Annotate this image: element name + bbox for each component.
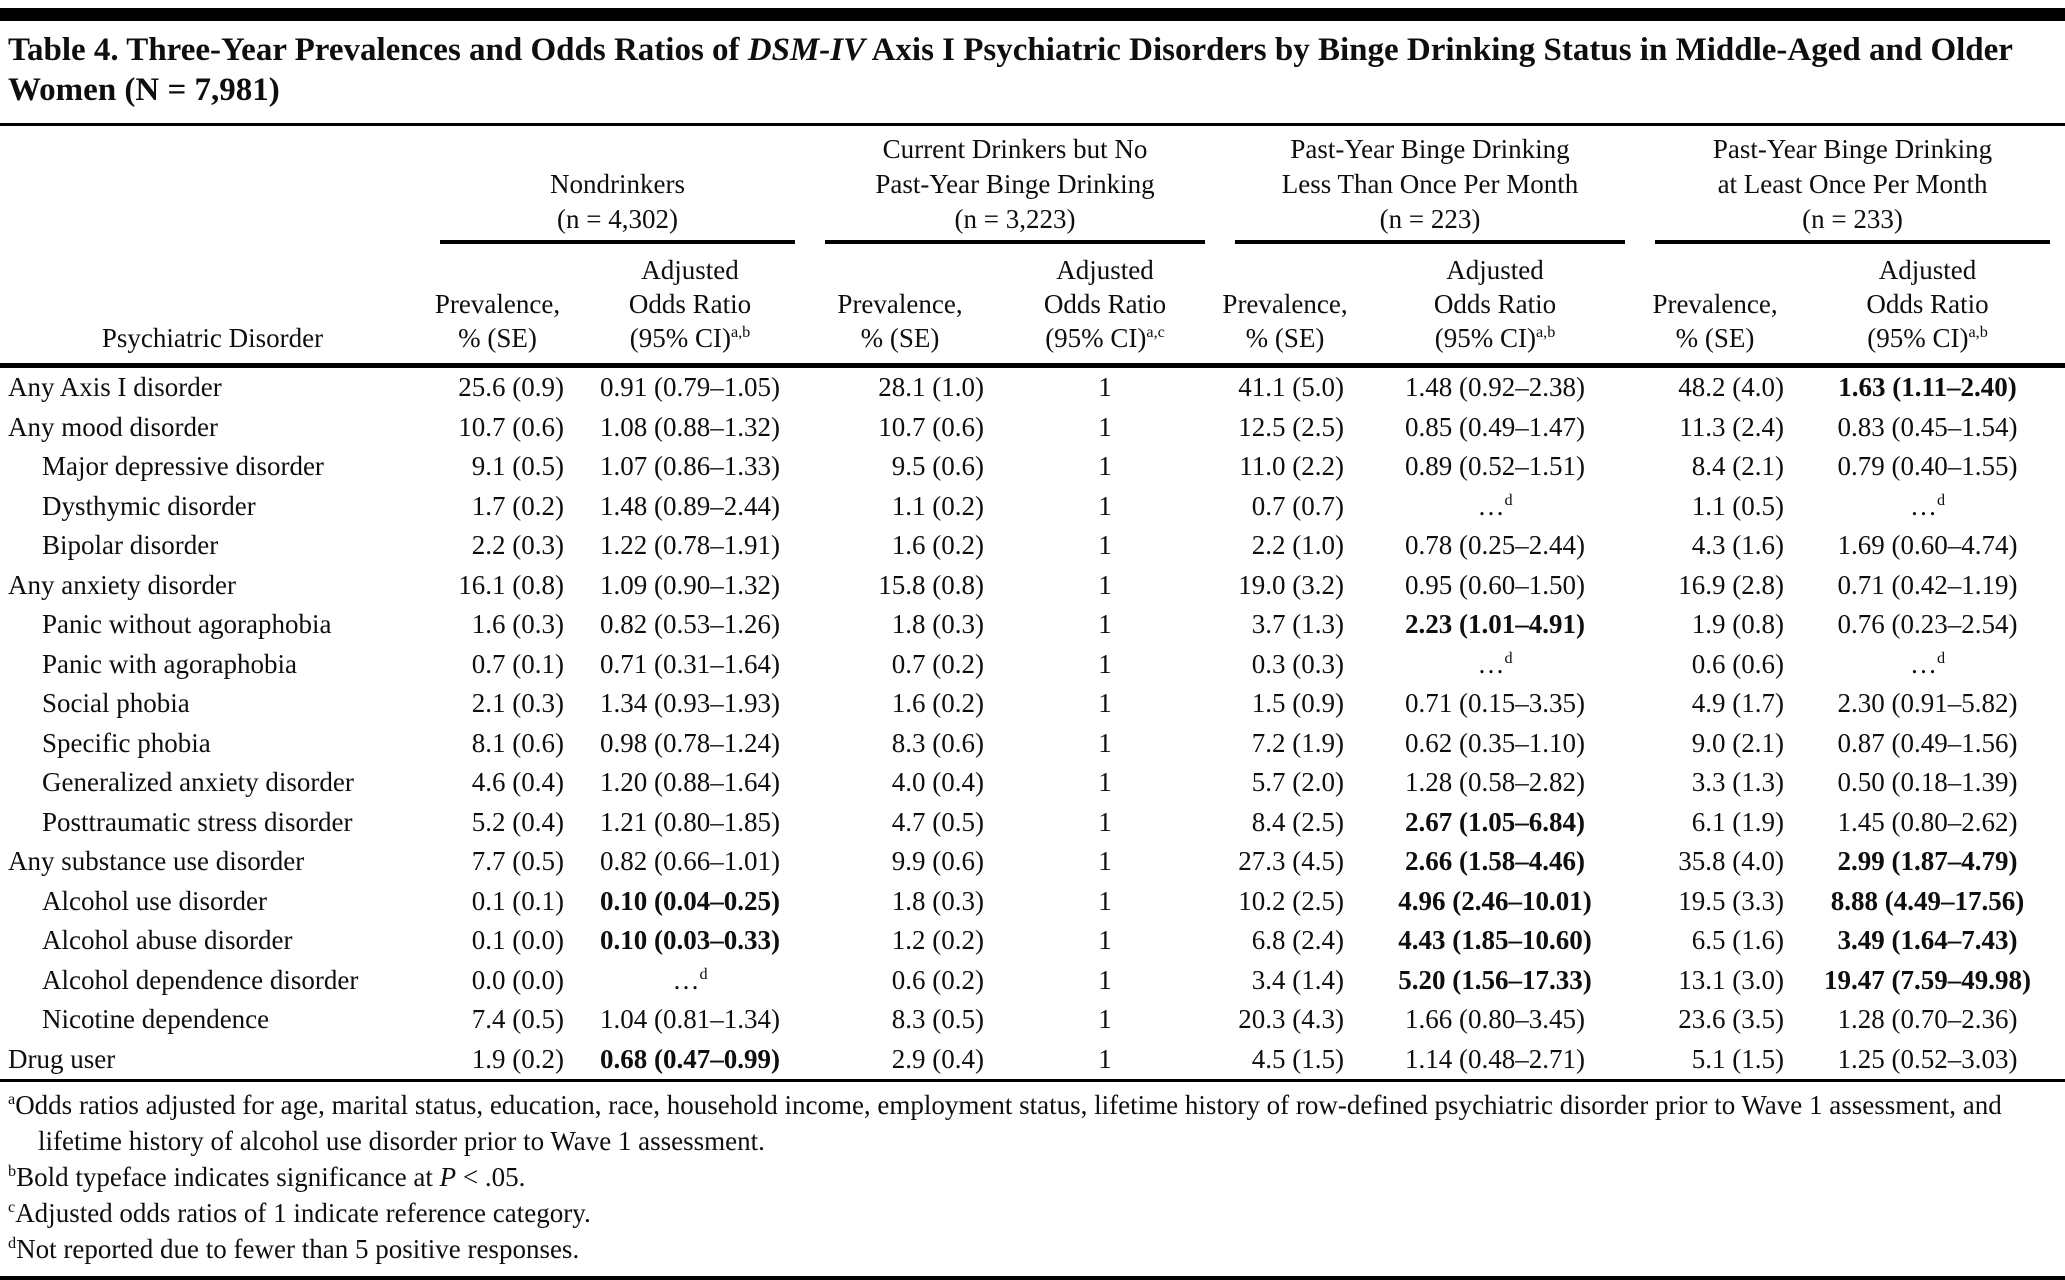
prevalence-cell: 2.1 (0.3) — [471, 688, 564, 718]
table-row — [0, 724, 2065, 764]
col-header-prevalence: Prevalence, % (SE) — [1640, 245, 1790, 366]
odds-ratio-cell: 0.71 (0.15–3.35) — [1405, 688, 1586, 718]
prevalence-cell: 1.2 (0.2) — [891, 925, 985, 955]
odds-ratio-cell: 1.09 (0.90–1.32) — [600, 569, 780, 600]
odds-ratio-cell: …$^d$ — [1909, 648, 1946, 679]
prevalence-cell: 1.6 (0.3) — [471, 609, 564, 639]
prevalence-cell: 4.7 (0.5) — [891, 806, 985, 837]
group-n: (n = 233) — [1802, 204, 1903, 234]
group-name-line: Past-Year Binge Drinking — [875, 169, 1155, 199]
ci-superscript: a,b — [1535, 323, 1556, 341]
odds-ratio-cell: 1.20 (0.88–1.64) — [600, 767, 780, 797]
prevalence-cell: 2.2 (1.0) — [1251, 530, 1345, 560]
odds-ratio-cell: 1 — [1098, 609, 1112, 639]
odds-ratio-cell: 1 — [1098, 885, 1112, 916]
prevalence-cell: 1.6 (0.2) — [891, 530, 985, 560]
prevalence-cell: 3.4 (1.4) — [1251, 964, 1345, 995]
odds-ratio-cell: 8.88 (4.49–17.56) — [1830, 885, 2025, 916]
odds-ratio-cell: 0.91 (0.79–1.05) — [600, 372, 780, 402]
odds-ratio-cell: 1.66 (0.80–3.45) — [1405, 1004, 1586, 1034]
prevalence-cell: 2.9 (0.4) — [891, 1043, 985, 1074]
prevalence-cell: 13.1 (3.0) — [1678, 964, 1785, 995]
disorder-label: Panic without agoraphobia — [42, 609, 332, 639]
prevalence-cell: 0.7 (0.7) — [1251, 490, 1345, 521]
column-group-header — [1220, 126, 1640, 245]
group-name-line: at Least Once Per Month — [1717, 169, 1988, 199]
group-name-line: Past-Year Binge Drinking — [1712, 134, 1993, 164]
odds-ratio-cell: 1.21 (0.80–1.85) — [600, 806, 780, 837]
table-row — [0, 645, 2065, 685]
prevalence-cell: 6.1 (1.9) — [1691, 806, 1785, 837]
prevalence-cell: 1.8 (0.3) — [891, 885, 985, 916]
odds-ratio-cell: 19.47 (7.59–49.98) — [1824, 964, 2032, 995]
odds-ratio-cell: 0.71 (0.31–1.64) — [600, 648, 780, 679]
odds-ratio-cell: 1 — [1098, 372, 1112, 402]
group-n: (n = 3,223) — [954, 204, 1076, 234]
footnote: $^b$Bold typeface indicates significance at P < .05. — [8, 1162, 526, 1192]
disorder-label: Alcohol dependence disorder — [42, 964, 359, 995]
odds-ratio-cell: 0.10 (0.04–0.25) — [600, 885, 780, 916]
disorder-label: Any mood disorder — [8, 411, 218, 442]
top-rule — [0, 8, 2065, 21]
odds-ratio-cell: 1.69 (0.60–4.74) — [1837, 530, 2018, 560]
footnote-marker: a — [8, 1090, 16, 1108]
col-header-odds-ratio: Adjusted Odds Ratio (95% CI)$^{a,b}$ — [1790, 245, 2065, 366]
ci-superscript: a,c — [1146, 323, 1165, 341]
table-row — [0, 1040, 2065, 1081]
prevalence-cell: 5.1 (1.5) — [1691, 1043, 1785, 1074]
disorder-label: Any Axis I disorder — [8, 372, 222, 402]
odds-ratio-cell: 1.28 (0.70–2.36) — [1837, 1004, 2018, 1034]
odds-ratio-cell: 1 — [1098, 1043, 1112, 1074]
prevalence-cell: 16.9 (2.8) — [1678, 569, 1785, 600]
title-part2: Axis I Psychiatric Disorders by Binge Drinking Status in Middle-Aged and Older Women (N = 7,981) — [8, 32, 2013, 108]
odds-ratio-cell: 2.99 (1.87–4.79) — [1837, 846, 2018, 876]
table-row — [0, 684, 2065, 724]
odds-ratio-cell: 1.63 (1.11–2.40) — [1838, 372, 2017, 402]
footnote-marker: d — [8, 1234, 17, 1252]
disorder-label: Any anxiety disorder — [8, 569, 236, 600]
column-group-header — [425, 126, 810, 245]
prevalence-cell: 7.4 (0.5) — [471, 1004, 564, 1034]
prevalence-cell: 5.7 (2.0) — [1251, 767, 1345, 797]
odds-ratio-cell: 1.07 (0.86–1.33) — [600, 451, 780, 481]
prevalence-cell: 0.1 (0.0) — [471, 925, 564, 955]
disorder-label: Dysthymic disorder — [42, 490, 256, 521]
footnote-marker: c — [8, 1198, 16, 1216]
prevalence-cell: 8.4 (2.1) — [1691, 451, 1785, 481]
footnote: $^a$Odds ratios adjusted for age, marital status, education, race, household income, employment status, lifetime history of row-defined psychiatric disorder prior to Wave 1 assessment, and lifetime history of alcohol use disorder prior to Wave 1 assessment. — [8, 1090, 2002, 1156]
odds-ratio-cell: 0.50 (0.18–1.39) — [1837, 767, 2018, 797]
table-row — [0, 921, 2065, 961]
odds-ratio-cell: …$^d$ — [1477, 648, 1513, 679]
odds-ratio-cell: 0.68 (0.47–0.99) — [600, 1043, 780, 1074]
odds-ratio-cell: 1.04 (0.81–1.34) — [600, 1004, 780, 1034]
group-n: (n = 223) — [1379, 204, 1481, 234]
disorder-label: Drug user — [8, 1043, 116, 1074]
table-row — [0, 447, 2065, 487]
col-header-prevalence: Prevalence, % (SE) — [425, 245, 570, 366]
group-name-line: Past-Year Binge Drinking — [1290, 134, 1570, 164]
odds-ratio-cell: …$^d$ — [1477, 490, 1513, 521]
disorder-label: Generalized anxiety disorder — [42, 767, 354, 797]
prevalence-cell: 0.0 (0.0) — [471, 964, 564, 995]
prevalence-cell: 6.5 (1.6) — [1691, 925, 1785, 955]
prevalence-cell: 3.7 (1.3) — [1251, 609, 1345, 639]
disorder-label: Nicotine dependence — [42, 1004, 270, 1034]
disorder-label: Any substance use disorder — [8, 846, 305, 876]
odds-ratio-cell: 1 — [1098, 806, 1112, 837]
odds-ratio-cell: 0.83 (0.45–1.54) — [1837, 411, 2018, 442]
prevalence-cell: 8.1 (0.6) — [471, 727, 564, 758]
prevalence-cell: 0.7 (0.1) — [471, 648, 564, 679]
odds-ratio-cell: 1.28 (0.58–2.82) — [1405, 767, 1586, 797]
footnote: $^d$Not reported due to fewer than 5 positive responses. — [8, 1234, 580, 1264]
odds-ratio-cell: 1 — [1098, 846, 1112, 876]
table-row — [0, 763, 2065, 803]
column-group-header — [1640, 126, 2065, 245]
group-name-line: Nondrinkers — [550, 169, 685, 199]
odds-ratio-cell: 1 — [1098, 688, 1112, 718]
prevalence-cell: 41.1 (5.0) — [1238, 372, 1345, 402]
group-name-line: Current Drinkers but No — [882, 134, 1148, 164]
prevalence-cell: 1.6 (0.2) — [891, 688, 985, 718]
prevalence-cell: 8.3 (0.5) — [891, 1004, 985, 1034]
disorder-label: Alcohol use disorder — [42, 885, 267, 916]
table-row — [0, 803, 2065, 843]
odds-ratio-cell: 1.14 (0.48–2.71) — [1405, 1043, 1586, 1074]
odds-ratio-cell: 1.22 (0.78–1.91) — [600, 530, 780, 560]
table-title — [0, 21, 2065, 126]
prevalence-cell: 2.2 (0.3) — [471, 530, 564, 560]
title-italic-dsm-iv: DSM-IV — [747, 32, 866, 68]
prevalence-cell: 16.1 (0.8) — [458, 569, 564, 600]
prevalence-cell: 4.0 (0.4) — [891, 767, 985, 797]
prevalence-cell: 10.7 (0.6) — [458, 411, 564, 442]
odds-ratio-cell: 0.87 (0.49–1.56) — [1837, 727, 2018, 758]
prevalence-cell: 4.5 (1.5) — [1251, 1043, 1345, 1074]
disorder-label: Major depressive disorder — [42, 451, 324, 481]
prevalence-cell: 8.3 (0.6) — [891, 727, 985, 758]
ci-superscript: a,b — [1968, 323, 1988, 341]
disorder-label: Alcohol abuse disorder — [42, 925, 293, 955]
disorder-label: Specific phobia — [42, 727, 211, 758]
prevalence-cell: 35.8 (4.0) — [1678, 846, 1785, 876]
odds-ratio-cell: 1.25 (0.52–3.03) — [1837, 1043, 2018, 1074]
odds-ratio-cell: 1.48 (0.89–2.44) — [600, 490, 780, 521]
odds-ratio-cell: 2.23 (1.01–4.91) — [1405, 609, 1586, 639]
odds-ratio-cell: 0.10 (0.03–0.33) — [600, 925, 780, 955]
odds-ratio-cell: 0.95 (0.60–1.50) — [1405, 569, 1586, 600]
table-row — [0, 366, 2065, 408]
table-row — [0, 487, 2065, 527]
prevalence-cell: 7.2 (1.9) — [1251, 727, 1345, 758]
col-header-prevalence: Prevalence, % (SE) — [810, 245, 990, 366]
odds-ratio-cell: 0.82 (0.66–1.01) — [600, 846, 780, 876]
footnote-marker: b — [8, 1162, 17, 1180]
prevalence-cell: 4.9 (1.7) — [1691, 688, 1785, 718]
prevalence-cell: 4.3 (1.6) — [1691, 530, 1785, 560]
prevalence-cell: 23.6 (3.5) — [1678, 1004, 1785, 1034]
table-body — [0, 366, 2065, 1081]
odds-ratio-cell: 1 — [1098, 767, 1112, 797]
odds-ratio-cell: 1 — [1098, 530, 1112, 560]
prevalence-cell: 48.2 (4.0) — [1678, 372, 1785, 402]
title-part1: Table 4. Three-Year Prevalences and Odds Ratios of — [8, 32, 748, 68]
odds-ratio-cell: 1.48 (0.92–2.38) — [1405, 372, 1586, 402]
prevalence-cell: 0.6 (0.2) — [891, 964, 985, 995]
odds-ratio-cell: 1 — [1098, 1004, 1112, 1034]
odds-ratio-cell: …$^d$ — [1909, 490, 1946, 521]
prevalence-cell: 9.0 (2.1) — [1691, 727, 1785, 758]
prevalence-cell: 5.2 (0.4) — [471, 806, 564, 837]
odds-ratio-cell: 2.67 (1.05–6.84) — [1405, 806, 1586, 837]
odds-ratio-cell: 0.71 (0.42–1.19) — [1837, 569, 2018, 600]
prevalence-cell: 1.9 (0.2) — [471, 1043, 564, 1074]
prevalence-cell: 0.6 (0.6) — [1691, 648, 1785, 679]
disorder-label: Social phobia — [42, 688, 190, 718]
prevalence-cell: 4.6 (0.4) — [471, 767, 564, 797]
prevalence-cell: 28.1 (1.0) — [878, 372, 985, 402]
prevalence-cell: 10.7 (0.6) — [878, 411, 985, 442]
psychiatric-disorder-header: Psychiatric Disorder — [0, 245, 425, 366]
odds-ratio-cell: 3.49 (1.64–7.43) — [1837, 925, 2018, 955]
table-row — [0, 408, 2065, 448]
odds-ratio-cell: 1 — [1098, 648, 1112, 679]
prevalence-cell: 1.7 (0.2) — [471, 490, 564, 521]
odds-ratio-cell: 0.82 (0.53–1.26) — [600, 609, 780, 639]
odds-ratio-cell: 4.96 (2.46–10.01) — [1398, 885, 1592, 916]
prevalence-cell: 1.9 (0.8) — [1691, 609, 1785, 639]
prevalence-cell: 6.8 (2.4) — [1251, 925, 1345, 955]
odds-ratio-cell: 0.85 (0.49–1.47) — [1405, 411, 1586, 442]
odds-ratio-cell: 0.89 (0.52–1.51) — [1405, 451, 1586, 481]
odds-ratio-cell: 0.98 (0.78–1.24) — [600, 727, 780, 758]
odds-ratio-cell: 1.45 (0.80–2.62) — [1837, 806, 2018, 837]
subheader-row — [0, 245, 2065, 366]
prevalence-cell: 1.8 (0.3) — [891, 609, 985, 639]
prevalence-cell: 0.7 (0.2) — [891, 648, 985, 679]
group-name-line: Less Than Once Per Month — [1281, 169, 1579, 199]
prevalence-cell: 0.3 (0.3) — [1251, 648, 1345, 679]
odds-ratio-cell: …$^d$ — [672, 964, 708, 995]
prevalence-cell: 9.9 (0.6) — [891, 846, 985, 876]
disorder-label: Bipolar disorder — [42, 530, 219, 560]
prevalence-cell: 1.1 (0.2) — [891, 490, 985, 521]
col-header-odds-ratio: Adjusted Odds Ratio (95% CI)$^{a,b}$ — [1350, 245, 1640, 366]
prevalence-cell: 12.5 (2.5) — [1238, 411, 1345, 442]
odds-ratio-cell: 1 — [1098, 727, 1112, 758]
prevalence-cell: 25.6 (0.9) — [458, 372, 564, 402]
odds-ratio-cell: 1.34 (0.93–1.93) — [600, 688, 780, 718]
table-row — [0, 961, 2065, 1001]
odds-ratio-cell: 1 — [1098, 490, 1112, 521]
odds-ratio-cell: 0.76 (0.23–2.54) — [1837, 609, 2018, 639]
odds-ratio-cell: 1 — [1098, 964, 1112, 995]
group-n: (n = 4,302) — [557, 204, 678, 234]
odds-ratio-cell: 0.78 (0.25–2.44) — [1405, 530, 1586, 560]
prevalence-cell: 7.7 (0.5) — [471, 846, 564, 876]
odds-ratio-cell: 2.30 (0.91–5.82) — [1837, 688, 2018, 718]
odds-ratio-cell: 1 — [1098, 411, 1112, 442]
disorder-label: Panic with agoraphobia — [42, 648, 297, 679]
odds-ratio-cell: 1 — [1098, 925, 1112, 955]
footnote: $^c$Adjusted odds ratios of 1 indicate reference category. — [8, 1198, 591, 1228]
disorder-label: Posttraumatic stress disorder — [42, 806, 353, 837]
col-header-odds-ratio: Adjusted Odds Ratio (95% CI)$^{a,c}$ — [990, 245, 1220, 366]
corner-cell — [0, 126, 425, 245]
prevalence-cell: 1.5 (0.9) — [1251, 688, 1345, 718]
prevalence-cell: 11.3 (2.4) — [1679, 411, 1785, 442]
ci-superscript: a,b — [730, 323, 751, 341]
odds-ratio-cell: 5.20 (1.56–17.33) — [1398, 964, 1592, 995]
table-row — [0, 605, 2065, 645]
prevalence-cell: 15.8 (0.8) — [878, 569, 985, 600]
odds-ratio-cell: 2.66 (1.58–4.46) — [1405, 846, 1586, 876]
column-group-header — [810, 126, 1220, 245]
table-row — [0, 566, 2065, 606]
results-table — [0, 126, 2065, 1082]
odds-ratio-cell: 0.62 (0.35–1.10) — [1405, 727, 1586, 758]
prevalence-cell: 10.2 (2.5) — [1238, 885, 1345, 916]
prevalence-cell: 9.1 (0.5) — [471, 451, 564, 481]
odds-ratio-cell: 0.79 (0.40–1.55) — [1837, 451, 2018, 481]
table-row — [0, 1000, 2065, 1040]
odds-ratio-cell: 1 — [1098, 569, 1112, 600]
table-row — [0, 526, 2065, 566]
footnotes — [0, 1082, 2065, 1280]
prevalence-cell: 11.0 (2.2) — [1239, 451, 1345, 481]
prevalence-cell: 3.3 (1.3) — [1691, 767, 1785, 797]
group-header-row — [0, 126, 2065, 245]
odds-ratio-cell: 1 — [1098, 451, 1112, 481]
prevalence-cell: 19.5 (3.3) — [1678, 885, 1785, 916]
prevalence-cell: 8.4 (2.5) — [1251, 806, 1345, 837]
prevalence-cell: 9.5 (0.6) — [891, 451, 985, 481]
odds-ratio-cell: 4.43 (1.85–10.60) — [1398, 925, 1592, 955]
prevalence-cell: 20.3 (4.3) — [1238, 1004, 1345, 1034]
odds-ratio-cell: 1.08 (0.88–1.32) — [600, 411, 780, 442]
prevalence-cell: 19.0 (3.2) — [1238, 569, 1345, 600]
prevalence-cell: 27.3 (4.5) — [1238, 846, 1345, 876]
col-header-prevalence: Prevalence, % (SE) — [1220, 245, 1350, 366]
table-row — [0, 882, 2065, 922]
prevalence-cell: 1.1 (0.5) — [1691, 490, 1785, 521]
col-header-odds-ratio: Adjusted Odds Ratio (95% CI)$^{a,b}$ — [570, 245, 810, 366]
prevalence-cell: 0.1 (0.1) — [471, 885, 564, 916]
table-row — [0, 842, 2065, 882]
